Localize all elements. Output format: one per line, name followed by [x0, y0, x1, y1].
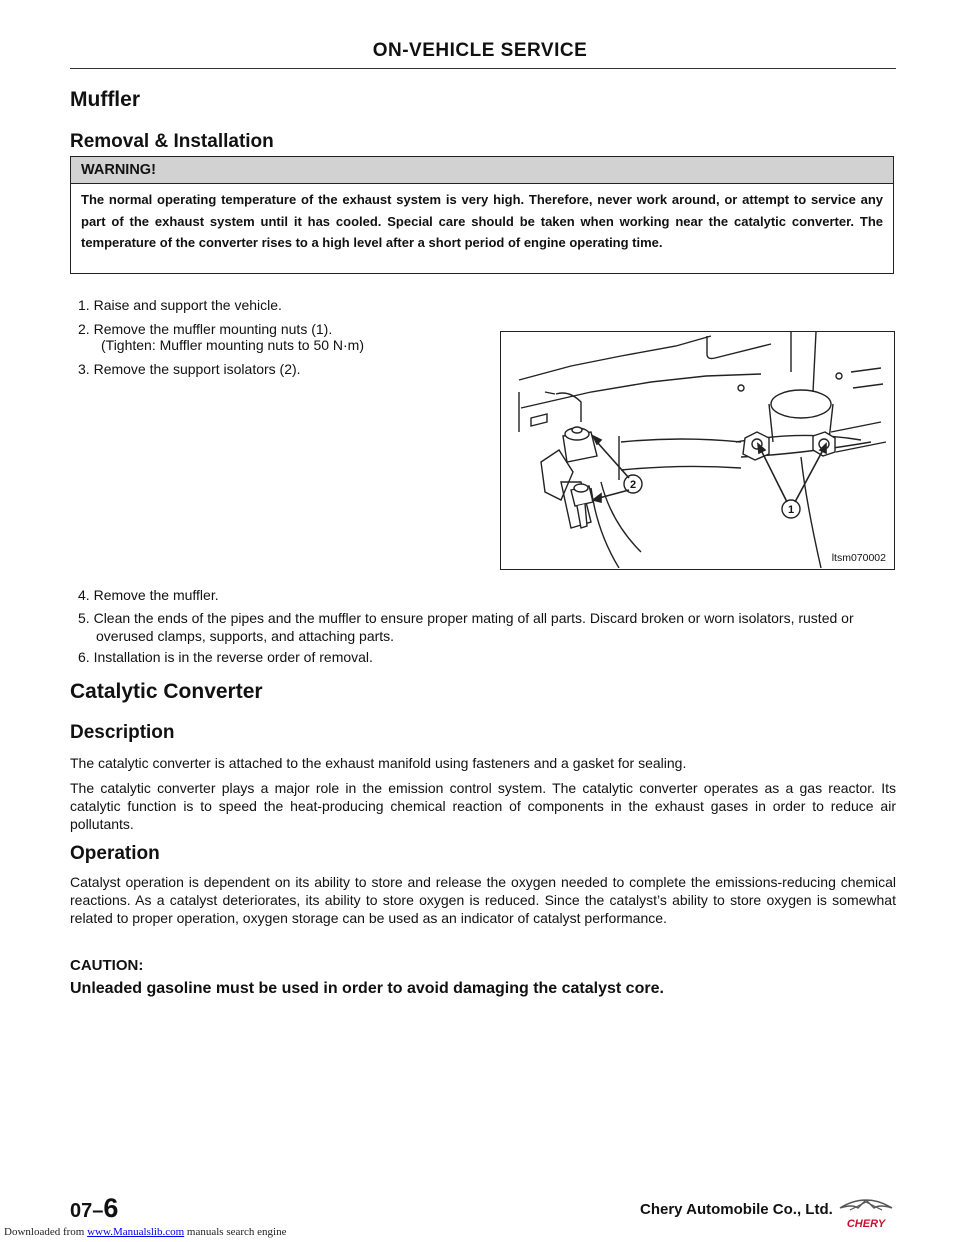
warning-text: The normal operating temperature of the exhaust system is very high. Therefore, never work around, or attempt to service any part of the exhaust system until it has cooled. Special care should be taken when working near the catalytic converter. The temperature of the converter rises to a high level after a short period of engine operating time.: [81, 192, 883, 250]
step-number: 1.: [78, 297, 90, 313]
step-number: 3.: [78, 361, 90, 377]
section-number: 07–: [70, 1200, 104, 1222]
section-header: ON-VEHICLE SERVICE: [372, 40, 588, 61]
caution-text: Unleaded gasoline must be used in order to avoid damaging the catalyst core.: [70, 980, 664, 997]
callout-2: 2: [629, 479, 637, 491]
operation-heading: Operation: [70, 843, 160, 864]
step-number: 4.: [78, 587, 90, 603]
step-5: [78, 609, 896, 645]
removal-installation-heading: Removal & Installation: [70, 131, 274, 152]
step-number: 5.: [78, 610, 90, 626]
step-text: Remove the muffler mounting nuts (1).: [93, 321, 333, 337]
caution-heading: CAUTION:: [70, 957, 144, 974]
muffler-illustration: [501, 332, 893, 568]
warning-box: [70, 156, 894, 274]
company-name: Chery Automobile Co., Ltd.: [640, 1201, 833, 1218]
download-prefix: Downloaded from: [4, 1226, 88, 1238]
step-number: 6.: [78, 649, 90, 665]
callout-1: 1: [787, 504, 795, 516]
page-index: 6: [103, 1193, 119, 1223]
catalytic-converter-title: Catalytic Converter: [70, 680, 263, 703]
step-number: 2.: [78, 321, 90, 337]
step-2-torque-note: (Tighten: Muffler mounting nuts to 50 N·m): [101, 337, 364, 353]
page-number: [70, 1193, 118, 1224]
download-suffix: manuals search engine: [184, 1226, 287, 1238]
step-1: [78, 296, 282, 314]
muffler-title: Muffler: [70, 88, 140, 111]
step-6: [78, 648, 373, 666]
description-paragraph-2: The catalytic converter plays a major role in the emission control system. The catalytic converter operates as a gas reactor. Its catalytic function is to speed the heat-producing chemical reaction of components in the exhaust gases in order to reduce air pollutants.: [70, 780, 896, 832]
step-text: Raise and support the vehicle.: [93, 297, 282, 313]
step-text: Remove the muffler.: [93, 587, 219, 603]
header-rule: [70, 68, 896, 69]
step-text: Installation is in the reverse order of removal.: [93, 649, 373, 665]
warning-heading: WARNING!: [71, 157, 893, 184]
description-heading: Description: [70, 722, 175, 743]
chery-logo-icon: [836, 1196, 896, 1230]
manualslib-link[interactable]: www.Manualslib.com: [87, 1226, 185, 1238]
step-text: Clean the ends of the pipes and the muffler to ensure proper mating of all parts. Discard broken or worn isolators, rusted or overused clamps, supports, and attaching parts.: [93, 610, 854, 644]
step-text: Remove the support isolators (2).: [93, 361, 301, 377]
download-note: [4, 1226, 286, 1238]
step-4: [78, 586, 219, 604]
figure-label: ltsm070002: [831, 552, 886, 564]
logo-text: CHERY: [846, 1218, 886, 1230]
step-3: [78, 360, 301, 378]
operation-paragraph: Catalyst operation is dependent on its ability to store and release the oxygen needed to complete the emissions-reducing chemical reactions. As a catalyst deteriorates, its ability to store oxygen is reduced. Since the catalyst’s ability to store oxygen is somewhat related to proper operation, oxygen storage can be used as an indicator of catalyst performance.: [70, 874, 896, 926]
description-paragraph-1: The catalytic converter is attached to the exhaust manifold using fasteners and a gasket for sealing.: [70, 755, 687, 771]
muffler-figure: [500, 331, 895, 570]
